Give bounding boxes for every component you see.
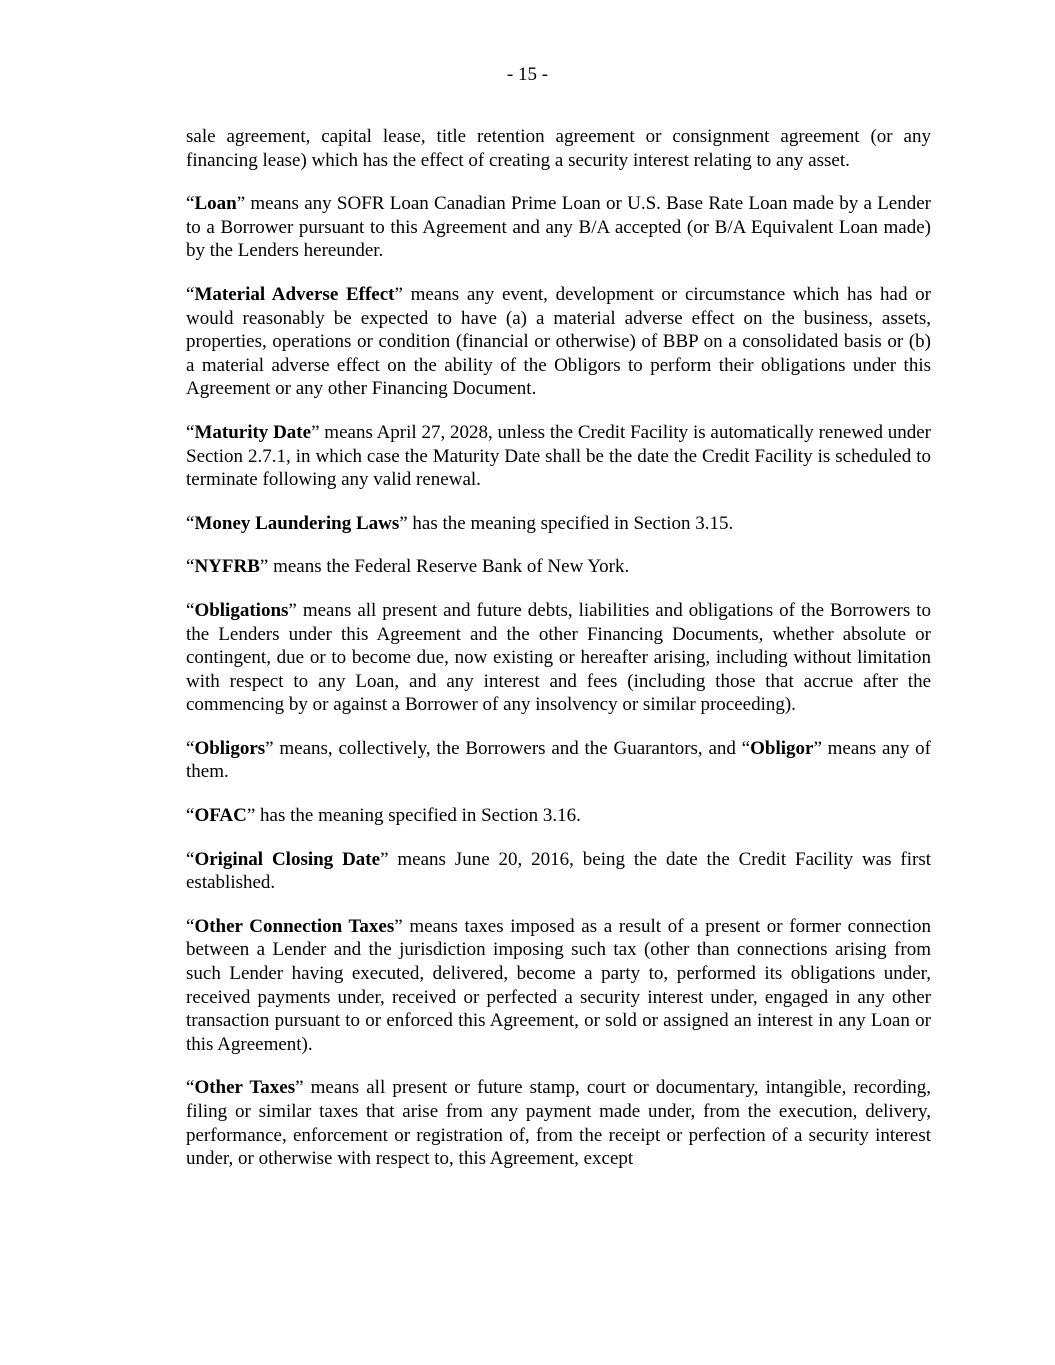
defined-term: Other Taxes [194, 1077, 296, 1099]
defined-term: Obligors [194, 737, 266, 759]
defined-term: NYFRB [194, 556, 260, 578]
defined-term: Loan [194, 193, 237, 215]
defined-term: Obligor [750, 737, 814, 759]
defined-term: OFAC [194, 805, 247, 827]
paragraph-text: ” means any of them. [186, 737, 931, 783]
paragraph-continuation [186, 125, 931, 172]
definition-maturity-date [186, 421, 931, 492]
paragraph-text: “ [186, 848, 195, 870]
definition-money-laundering-laws [186, 512, 931, 536]
paragraph-text: “ [186, 805, 195, 827]
paragraph-text: “ [186, 193, 195, 215]
paragraph-text: ” means all present or future stamp, court or documentary, intangible, recording, filing or similar taxes that arise from any payment made under, from the execution, delivery, performance, enforcement or registration of, from the receipt or perfection of a security interest under, or otherwise with respect to, this Agreement, except [186, 1077, 931, 1170]
defined-term: Obligations [194, 599, 289, 621]
paragraph-text: ” means all present and future debts, liabilities and obligations of the Borrowers to the Lenders under this Agreement and the other Financing Documents, whether absolute or contingent, due or to become due, now existing or hereafter arising, including without limitation with respect to any Loan, and any interest and fees (including those that accrue after the commencing by or against a Borrower of any insolvency or similar proceeding). [186, 599, 931, 716]
paragraph-text: ” has the meaning specified in Section 3.15. [399, 512, 734, 534]
paragraph-text: “ [186, 283, 195, 305]
definition-loan [186, 192, 931, 263]
definition-other-taxes [186, 1076, 931, 1170]
paragraph-text: “ [186, 915, 195, 937]
definition-original-closing-date [186, 848, 931, 895]
paragraph-text: “ [186, 737, 195, 759]
definition-ofac [186, 804, 931, 828]
paragraph-text: “ [186, 512, 195, 534]
paragraph-text: ” means the Federal Reserve Bank of New York. [259, 556, 630, 578]
defined-term: Original Closing Date [194, 848, 381, 870]
definition-obligors [186, 737, 931, 784]
paragraph-text: “ [186, 1077, 195, 1099]
paragraph-text: “ [186, 556, 195, 578]
page-number: - 15 - [506, 64, 549, 85]
defined-term: Material Adverse Effect [194, 283, 395, 305]
defined-term: Other Connection Taxes [194, 915, 395, 937]
paragraph-text: ” means June 20, 2016, being the date the Credit Facility was first established. [186, 848, 931, 894]
paragraph-text: ” has the meaning specified in Section 3.16. [246, 805, 581, 827]
paragraph-text: ” means April 27, 2028, unless the Credit Facility is automatically renewed under Section 2.7.1, in which case the Maturity Date shall be the date the Credit Facility is scheduled to terminate following any valid renewal. [186, 421, 931, 491]
defined-term: Maturity Date [194, 421, 312, 443]
paragraph-text: “ [186, 421, 195, 443]
paragraph-text: ” means any SOFR Loan Canadian Prime Loan or U.S. Base Rate Loan made by a Lender to a Borrower pursuant to this Agreement and any B/A accepted (or B/A Equivalent Loan made) by the Lenders hereunder. [186, 193, 931, 262]
paragraph-text: sale agreement, capital lease, title retention agreement or consignment agreement (or any financing lease) which has the effect of creating a security interest relating to any asset. [186, 126, 931, 171]
defined-term: Money Laundering Laws [194, 512, 400, 534]
paragraph-text: ” means any event, development or circumstance which has had or would reasonably be expected to have (a) a material adverse effect on the business, assets, properties, operations or condition (financial or otherwise) of BBP on a consolidated basis or (b) a material adverse effect on the ability of the Obligors to perform their obligations under this Agreement or any other Financing Document. [186, 283, 931, 400]
paragraph-text: “ [186, 599, 195, 621]
definition-other-connection-taxes [186, 915, 931, 1057]
definition-material-adverse-effect [186, 283, 931, 401]
document-body [186, 125, 931, 1191]
definition-nyfrb [186, 555, 931, 579]
paragraph-text: ” means, collectively, the Borrowers and the Guarantors, and “ [265, 737, 751, 759]
paragraph-text: ” means taxes imposed as a result of a present or former connection between a Lender and the jurisdiction imposing such tax (other than connections arising from such Lender having executed, delivered, become a party to, performed its obligations under, received payments under, received or perfected a security interest under, engaged in any other transaction pursuant to or enforced this Agreement, or sold or assigned an interest in any Loan or this Agreement). [186, 915, 931, 1055]
definition-obligations [186, 599, 931, 717]
